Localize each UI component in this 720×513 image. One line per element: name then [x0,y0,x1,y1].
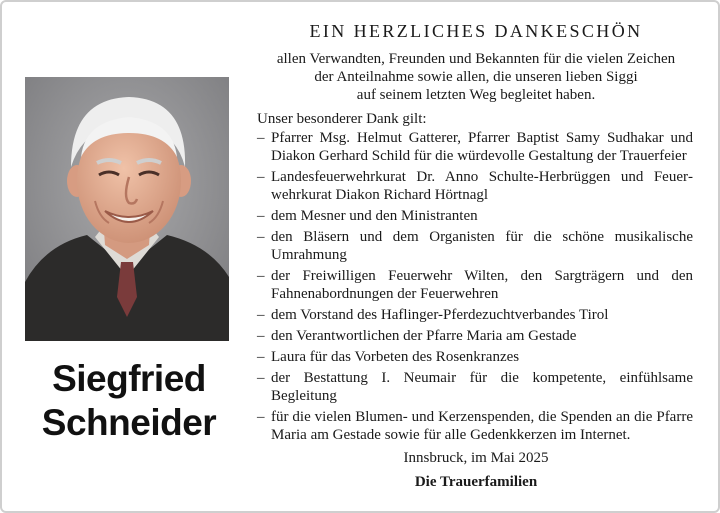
list-item-text: dem Mesner und den Ministranten [271,208,478,224]
list-dash: – [257,307,265,323]
portrait-illustration [25,77,229,341]
intro-text [256,50,696,104]
list-item [257,369,693,405]
list-dash: – [257,409,265,425]
list-item [257,267,693,303]
list-item [257,228,693,264]
intro-line: der Anteilnahme sowie allen, die unseren lieben Siggi [314,69,638,85]
list-item [257,306,693,324]
list-dash: – [257,130,265,146]
intro-line: allen Verwandten, Freunden und Bekannten für die vielen Zeichen [276,51,676,67]
deceased-last-name: Schneider [41,402,217,443]
thanks-label: Unser besonderer Dank gilt: [257,111,427,127]
list-item-text: Landesfeuerwehrkurat Dr. Anno Schulte-Herbrüggen und Feuerwehrkurat Diakon Richard Hörtnagl [271,169,693,203]
list-item [257,129,693,165]
intro-line: auf seinem letzten Weg begleitet haben. [356,87,596,103]
list-item-text: den Verantwortlichen der Pfarre Maria am Gestade [271,328,577,344]
list-item-text: der Bestattung I. Neumair für die kompetente, einfühlsame Begleitung [271,370,693,404]
list-dash: – [257,169,265,185]
deceased-first-name: Siegfried [52,358,206,399]
list-item-text: der Freiwilligen Feuerwehr Wilten, den Sargträgern und den Fahnenabordnungen der Feuerwehren [271,268,693,302]
list-dash: – [257,208,265,224]
heading: EIN HERZLICHES DANKESCHÖN [309,21,643,41]
list-item [257,408,693,444]
thanks-list [257,129,693,447]
list-dash: – [257,268,265,284]
list-item [257,327,693,345]
list-item [257,348,693,366]
portrait-photo [25,77,229,341]
list-dash: – [257,229,265,245]
list-item-text: dem Vorstand des Haflinger-Pferdezuchtverbandes Tirol [271,307,609,323]
place-date: Innsbruck, im Mai 2025 [403,450,549,466]
list-dash: – [257,370,265,386]
list-item-text: Pfarrer Msg. Helmut Gatterer, Pfarrer Baptist Samy Sudhakar und Diakon Gerhard Schild für die würdevolle Gestaltung der Trauerfeier [271,130,693,164]
list-item-text: Laura für das Vorbeten des Rosenkranzes [271,349,520,365]
list-item-text: für die vielen Blumen- und Kerzenspenden, die Spenden an die Pfarre Maria am Gestade sowie für alle Gedenkkerzen im Internet. [271,409,693,443]
list-item [257,168,693,204]
list-dash: – [257,328,265,344]
list-item [257,207,693,225]
list-item-text: den Bläsern und dem Organisten für die schöne musikalische Umrahmung [271,229,693,263]
signature: Die Trauerfamilien [414,474,538,490]
list-dash: – [257,349,265,365]
